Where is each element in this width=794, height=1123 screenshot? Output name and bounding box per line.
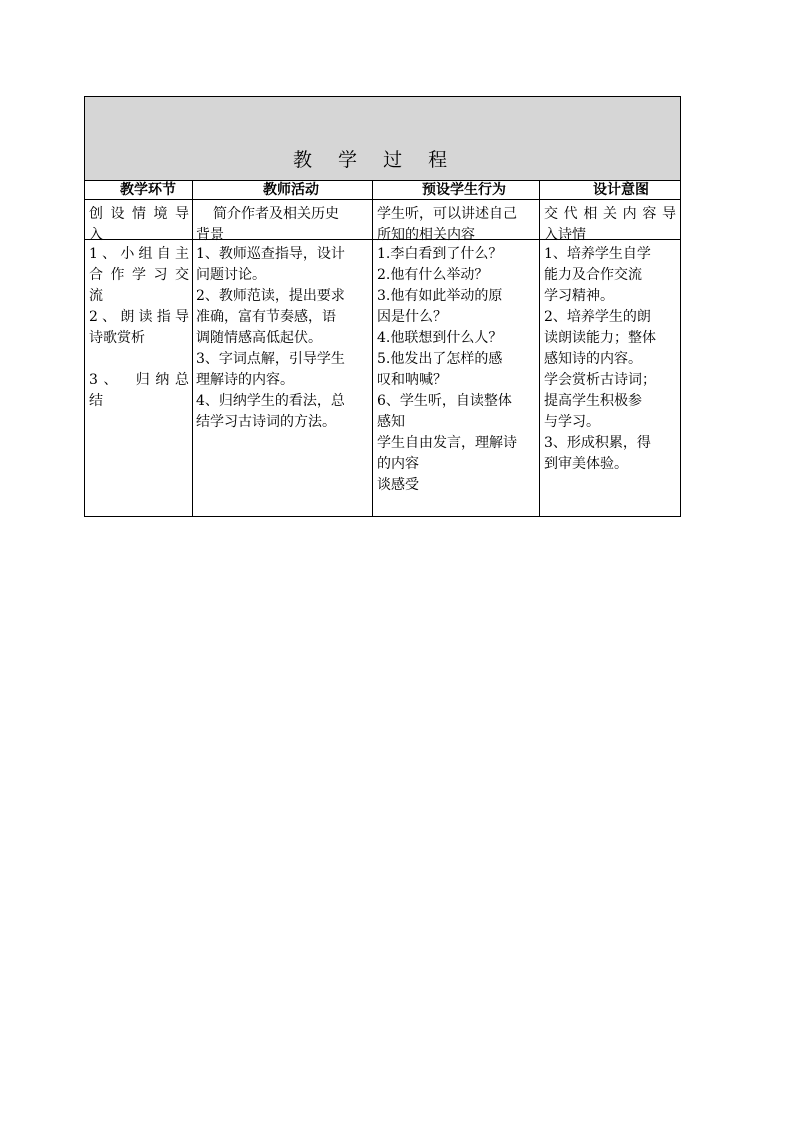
row2-intent-cell: 1、培养学生自学 能力及合作交流 学习精神。 2、培养学生的朗 读朗读能力；整体 感知诗的内容。 学会赏析古诗词； 提高学生积极参 与学习。 3、形成积累，得 到审美体验。: [544, 246, 656, 472]
row1-stage-cell: 创设情境导 入: [89, 206, 189, 243]
row2-teacher-cell: 1、教师巡查指导，设计 问题讨论。 2、教师范读，提出要求 准确，富有节奏感，语 调随情感高低起伏。 3、字词点解，引导学生 理解诗的内容。 4、归纳学生的看法，总 结学习古诗词的方法。: [196, 246, 345, 430]
row2-stage-cell: 1、小组自主 合作学习交 流 2、朗读指导 诗歌赏析 3、 归纳总 结: [89, 246, 189, 409]
row1-intent-cell: 交代相关内容导 入诗情: [544, 206, 676, 243]
column-header-intent: 设计意图: [593, 182, 649, 198]
table-header-band: [85, 97, 680, 181]
row-divider: [85, 199, 680, 200]
column-header-stage: 教学环节: [120, 182, 176, 198]
teaching-process-table: [84, 96, 681, 517]
row1-student-cell: 学生听，可以讲述自己 所知的相关内容: [377, 206, 517, 243]
row2-student-cell: 1.李白看到了什么？ 2.他有什么举动？ 3.他有如此举动的原 因是什么？ 4.他联想到什么人？ 5.他发出了怎样的感 叹和呐喊？ 6、学生听，自读整体 感知 学生自由发言，理解诗 的内容 谈感受: [377, 246, 517, 493]
column-divider: [192, 181, 193, 516]
column-header-teacher: 教师活动: [263, 182, 319, 198]
row1-teacher-cell: 简介作者及相关历史 背景: [196, 206, 339, 243]
column-header-student: 预设学生行为: [422, 182, 506, 198]
table-title: 教 学 过 程: [293, 149, 458, 171]
column-divider: [372, 181, 373, 516]
column-divider: [539, 181, 540, 516]
